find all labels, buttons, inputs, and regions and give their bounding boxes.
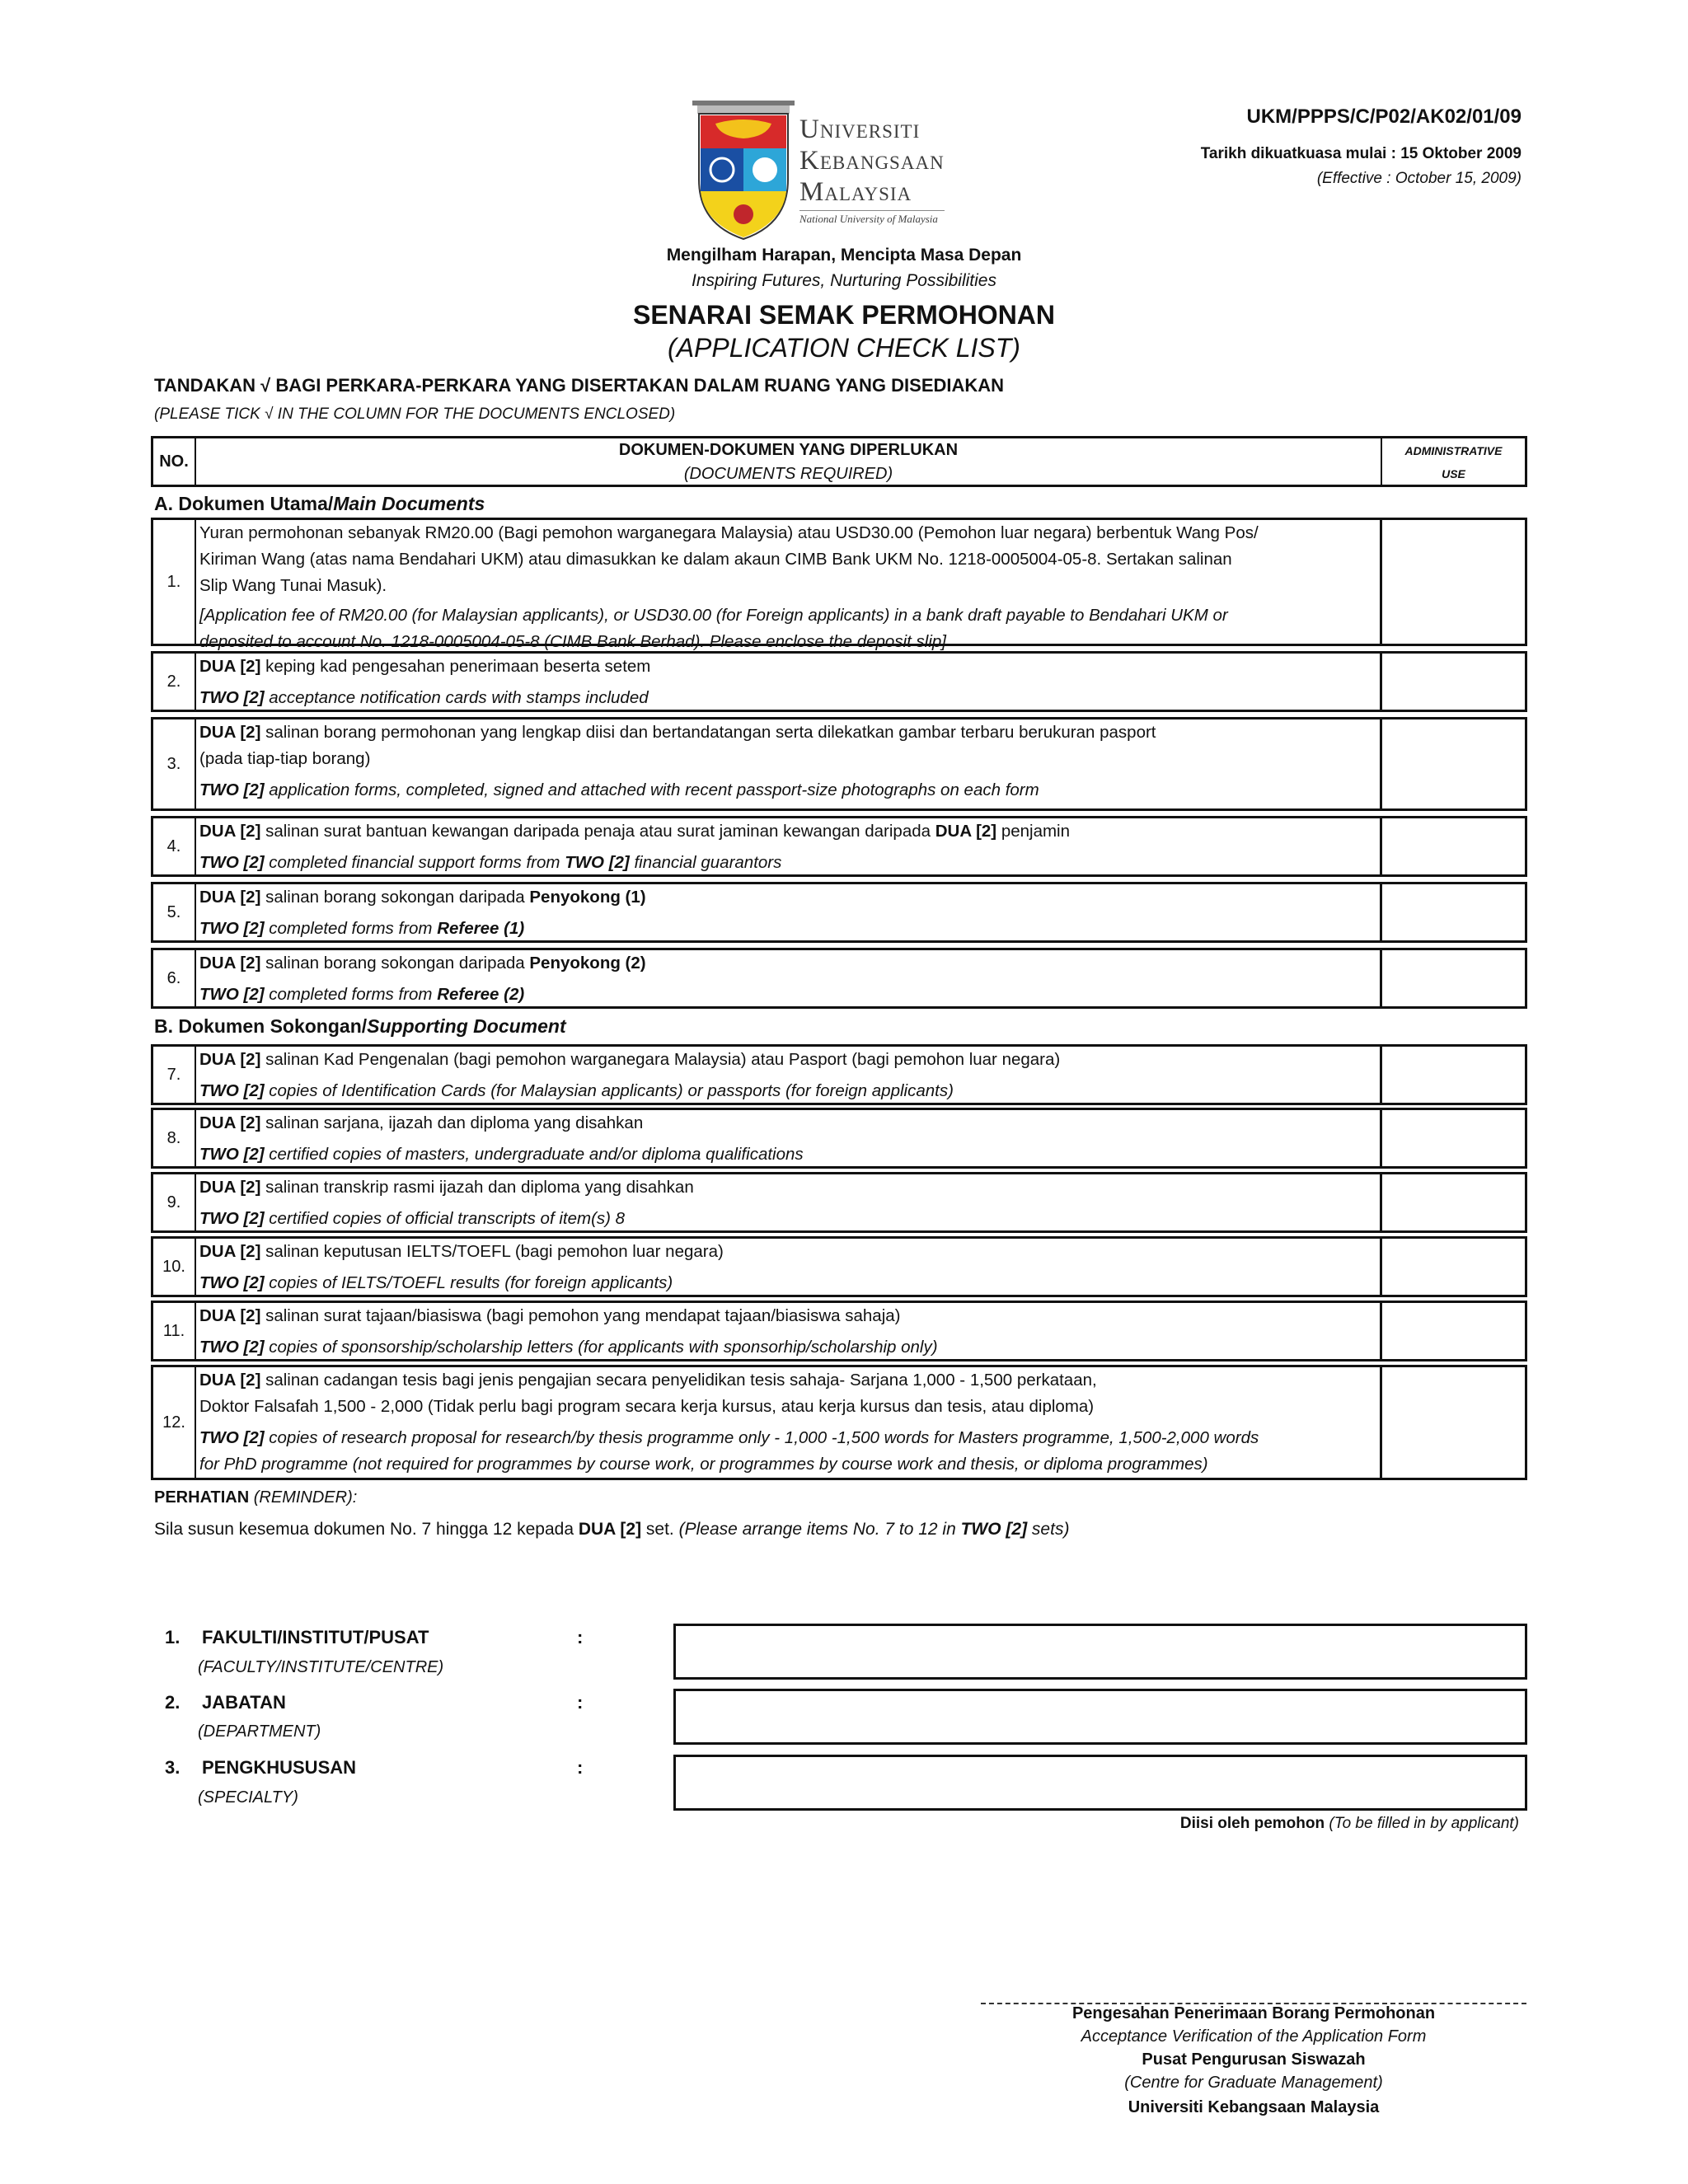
item-description <box>199 950 1376 1008</box>
checklist-item-5 <box>151 882 1527 943</box>
field-colon: : <box>577 1627 584 1647</box>
reminder-label <box>154 1488 357 1507</box>
item-number: 8. <box>153 1110 196 1166</box>
item-qty-ms: DUA [2] <box>199 1242 261 1261</box>
checklist-item-10 <box>151 1236 1527 1297</box>
header-documents <box>195 438 1382 485</box>
admin-tick-cell[interactable] <box>1380 1174 1525 1230</box>
admin-tick-cell[interactable] <box>1380 884 1525 940</box>
item-text-en: application forms, completed, signed and attached with recent passport-size photographs on each form <box>264 780 1039 799</box>
item-text-en: copies of research proposal for research/by thesis programme only - 1,000 -1,500 words for Masters programme, 1,500-2,000 words <box>264 1428 1259 1447</box>
item-number: 2. <box>153 654 196 710</box>
item-number: 5. <box>153 884 196 940</box>
effective-date-en: (Effective : October 15, 2009) <box>1316 170 1522 187</box>
item-qty-en: TWO [2] <box>199 1209 265 1228</box>
admin-tick-cell[interactable] <box>1380 1110 1525 1166</box>
item-text-en: copies of Identification Cards (for Malaysian applicants) or passports (for foreign applicants) <box>264 1081 954 1100</box>
admin-tick-cell[interactable] <box>1380 520 1525 644</box>
item-qty-ms: DUA [2] <box>199 1371 261 1390</box>
section-a-heading <box>154 493 485 515</box>
logo-line-3: Malaysia <box>799 177 912 207</box>
item-text-en-2: for PhD programme (not required for programmes by course work, or programmes by course work and thesis, or diploma programmes) <box>199 1455 1208 1474</box>
item-text-ms: salinan surat tajaan/biasiswa (bagi pemohon yang mendapat tajaan/biasiswa sahaja) <box>260 1306 901 1325</box>
item-qty-en-2: TWO [2] <box>565 853 630 872</box>
item-text-ms: salinan transkrip rasmi ijazah dan diploma yang disahkan <box>260 1178 694 1197</box>
verification-title-en: Acceptance Verification of the Application Form <box>1081 2027 1427 2046</box>
checklist-item-11 <box>151 1301 1527 1361</box>
section-b-heading <box>154 1015 566 1038</box>
logo-line-2: Kebangsaan <box>799 146 945 176</box>
item-text-ms: keping kad pengesahan penerimaan beserta setem <box>260 657 651 676</box>
motto-en: Inspiring Futures, Nurturing Possibilities <box>692 271 996 290</box>
item-description <box>199 1174 1376 1232</box>
department-input[interactable] <box>673 1689 1527 1745</box>
item-text-en: certified copies of official transcripts of item(s) 8 <box>264 1209 626 1228</box>
field-number: 2. <box>165 1692 181 1713</box>
checklist-item-12 <box>151 1365 1527 1480</box>
item-qty-ms-2: DUA [2] <box>935 822 997 841</box>
reminder-text-en-1: (Please arrange items No. 7 to 12 in <box>678 1520 961 1539</box>
item-text-en: completed forms from <box>264 919 438 938</box>
item-text-en: completed forms from <box>264 985 438 1004</box>
field-number: 3. <box>165 1757 181 1778</box>
reminder-label-ms: PERHATIAN <box>154 1488 250 1507</box>
item-qty-ms: DUA [2] <box>199 954 261 972</box>
checklist-item-1 <box>151 518 1527 651</box>
item-number: 7. <box>153 1047 196 1103</box>
item-description <box>199 884 1376 942</box>
reminder-qty-en: TWO [2] <box>960 1520 1028 1539</box>
specialty-input[interactable] <box>673 1755 1527 1811</box>
admin-tick-cell[interactable] <box>1380 654 1525 710</box>
reminder-text <box>154 1520 1069 1540</box>
admin-tick-cell[interactable] <box>1380 950 1525 1006</box>
item-text-ms-tail: penjamin <box>996 822 1071 841</box>
item-text-ms: salinan borang sokongan daripada <box>260 888 530 907</box>
checklist-item-4 <box>151 816 1527 877</box>
item-1-en-line-1: [Application fee of RM20.00 (for Malaysian applicants), or USD30.00 (for Foreign applicants) in a bank draft payable to Bendahari UKM or <box>199 606 1228 625</box>
item-referee-ms: Penyokong (2) <box>529 954 646 972</box>
item-description <box>199 1239 1376 1296</box>
item-text-en: copies of IELTS/TOEFL results (for foreign applicants) <box>264 1273 673 1292</box>
item-number: 10. <box>153 1239 196 1295</box>
item-description <box>199 654 1376 711</box>
reminder-qty: DUA [2] <box>578 1520 642 1539</box>
item-1-ms-line-1: Yuran permohonan sebanyak RM20.00 (Bagi pemohon warganegara Malaysia) atau USD30.00 (Pemohon luar negara) berbentuk Wang Pos/ <box>199 523 1259 542</box>
admin-tick-cell[interactable] <box>1380 1047 1525 1103</box>
item-qty-en: TWO [2] <box>199 1428 265 1447</box>
item-number: 4. <box>153 818 196 874</box>
page-subtitle: (APPLICATION CHECK LIST) <box>668 333 1020 363</box>
field-label: FAKULTI/INSTITUT/PUSAT <box>202 1627 429 1647</box>
item-referee-ms: Penyokong (1) <box>529 888 646 907</box>
item-number: 11. <box>153 1303 196 1359</box>
admin-tick-cell[interactable] <box>1380 719 1525 808</box>
field-colon: : <box>577 1757 584 1778</box>
item-description <box>199 719 1376 804</box>
checklist-table-header <box>151 436 1527 487</box>
item-text-ms: salinan borang permohonan yang lengkap diisi dan bertandatangan serta dilekatkan gambar terbaru berukuran pasport <box>260 723 1156 742</box>
department-sublabel: (DEPARTMENT) <box>198 1722 321 1741</box>
checklist-item-6 <box>151 948 1527 1009</box>
item-text-ms: salinan surat bantuan kewangan daripada penaja atau surat jaminan kewangan daripada <box>260 822 935 841</box>
filled-by-en: (To be filled in by applicant) <box>1325 1815 1519 1832</box>
header-admin-2: USE <box>1442 467 1465 480</box>
item-qty-en: TWO [2] <box>199 919 265 938</box>
section-a-ms: A. Dokumen Utama/ <box>154 493 334 514</box>
item-qty-en: TWO [2] <box>199 688 265 707</box>
reminder-text-1: Sila susun kesemua dokumen No. 7 hingga 12 kepada <box>154 1520 579 1539</box>
checklist-item-2 <box>151 651 1527 712</box>
item-qty-en: TWO [2] <box>199 1273 265 1292</box>
field-number: 1. <box>165 1627 181 1647</box>
faculty-sublabel: (FACULTY/INSTITUTE/CENTRE) <box>198 1658 444 1676</box>
header-admin <box>1381 438 1525 485</box>
item-number: 12. <box>153 1367 196 1478</box>
item-qty-ms: DUA [2] <box>199 1178 261 1197</box>
item-text-en-tail: financial guarantors <box>629 853 782 872</box>
item-qty-ms: DUA [2] <box>199 822 261 841</box>
section-b-en: Supporting Document <box>367 1015 566 1037</box>
header-docs-en: (DOCUMENTS REQUIRED) <box>683 465 893 483</box>
item-description <box>199 1110 1376 1168</box>
header-no: NO. <box>153 438 196 485</box>
item-text-en: certified copies of masters, undergraduate and/or diploma qualifications <box>264 1145 804 1164</box>
item-qty-ms: DUA [2] <box>199 723 261 742</box>
item-text-ms: salinan borang sokongan daripada <box>260 954 530 972</box>
specialty-label <box>165 1757 356 1779</box>
field-colon: : <box>577 1692 584 1713</box>
reminder-text-en-2: sets) <box>1027 1520 1070 1539</box>
item-text-ms: salinan sarjana, ijazah dan diploma yang disahkan <box>260 1113 644 1132</box>
item-number: 1. <box>153 520 196 644</box>
field-label: JABATAN <box>202 1692 286 1713</box>
item-1-en-line-2: deposited to account No. 1218-0005004-05-8 (CIMB Bank Berhad). Please enclose the deposit slip] <box>199 632 946 651</box>
item-text-ms: salinan Kad Pengenalan (bagi pemohon warganegara Malaysia) atau Pasport (bagi pemohon luar negara) <box>260 1050 1061 1069</box>
item-number: 3. <box>153 719 196 808</box>
item-qty-ms: DUA [2] <box>199 888 261 907</box>
verification-centre-en: (Centre for Graduate Management) <box>1124 2074 1383 2092</box>
reminder-text-2: set. <box>641 1520 679 1539</box>
item-referee-en: Referee (1) <box>437 919 525 938</box>
item-text-en: acceptance notification cards with stamps included <box>264 688 649 707</box>
item-qty-ms: DUA [2] <box>199 1113 261 1132</box>
item-description <box>199 1303 1376 1361</box>
item-number: 9. <box>153 1174 196 1230</box>
checklist-item-3 <box>151 717 1527 811</box>
item-description <box>199 818 1376 876</box>
section-a-en: Main Documents <box>333 493 485 514</box>
item-1-ms-line-3: Slip Wang Tunai Masuk). <box>199 576 387 595</box>
instruction-en: (PLEASE TICK √ IN THE COLUMN FOR THE DOCUMENTS ENCLOSED) <box>154 405 676 423</box>
admin-tick-cell[interactable] <box>1380 818 1525 874</box>
item-text-en: copies of sponsorship/scholarship letters (for applicants with sponsorhip/scholarship only) <box>264 1338 938 1357</box>
item-qty-en: TWO [2] <box>199 1081 265 1100</box>
item-text-ms: salinan cadangan tesis bagi jenis pengajian secara penyelidikan tesis sahaja- Sarjana 1,000 - 1,500 perkataan, <box>260 1371 1097 1390</box>
admin-tick-cell[interactable] <box>1380 1239 1525 1295</box>
item-qty-en: TWO [2] <box>199 780 265 799</box>
admin-tick-cell[interactable] <box>1380 1367 1525 1478</box>
item-1-ms-line-2: Kiriman Wang (atas nama Bendahari UKM) atau dimasukkan ke dalam akaun CIMB Bank UKM No. 1218-0005004-05-8. Sertakan salinan <box>199 550 1232 569</box>
item-description <box>199 1047 1376 1104</box>
department-label <box>165 1692 286 1713</box>
item-qty-ms: DUA [2] <box>199 657 261 676</box>
faculty-input[interactable] <box>673 1624 1527 1680</box>
verification-university: Universiti Kebangsaan Malaysia <box>1128 2098 1380 2116</box>
admin-tick-cell[interactable] <box>1380 1303 1525 1359</box>
section-b-ms: B. Dokumen Sokongan/ <box>154 1015 368 1037</box>
form-code: UKM/PPPS/C/P02/AK02/01/09 <box>1246 105 1522 128</box>
checklist-item-9 <box>151 1172 1527 1233</box>
header-admin-1: ADMINISTRATIVE <box>1404 444 1503 457</box>
item-text-ms-2: (pada tiap-tiap borang) <box>199 749 371 768</box>
filled-by-ms: Diisi oleh pemohon <box>1179 1815 1325 1832</box>
motto-ms: Mengilham Harapan, Mencipta Masa Depan <box>666 246 1022 265</box>
field-label: PENGKHUSUSAN <box>202 1757 357 1778</box>
item-text-en: completed financial support forms from <box>264 853 565 872</box>
filled-by-note <box>1180 1815 1519 1833</box>
item-number: 6. <box>153 950 196 1006</box>
university-logo-text <box>799 114 945 226</box>
item-referee-en: Referee (2) <box>437 985 525 1004</box>
checklist-item-7 <box>151 1044 1527 1105</box>
page-title: SENARAI SEMAK PERMOHONAN <box>632 300 1056 330</box>
instruction-ms: TANDAKAN √ BAGI PERKARA-PERKARA YANG DISERTAKAN DALAM RUANG YANG DISEDIAKAN <box>154 375 1005 396</box>
checklist-item-8 <box>151 1108 1527 1169</box>
header-docs-ms: DOKUMEN-DOKUMEN YANG DIPERLUKAN <box>618 441 959 459</box>
item-text-ms: salinan keputusan IELTS/TOEFL (bagi pemohon luar negara) <box>260 1242 724 1261</box>
verification-centre-ms: Pusat Pengurusan Siswazah <box>1142 2050 1366 2069</box>
logo-line-1: Universiti <box>799 115 921 144</box>
item-qty-en: TWO [2] <box>199 853 265 872</box>
item-description <box>199 520 1376 655</box>
verification-title-ms: Pengesahan Penerimaan Borang Permohonan <box>1071 2004 1436 2022</box>
item-text-ms-2: Doktor Falsafah 1,500 - 2,000 (Tidak perlu bagi program secara kerja kursus, atau kerja kursus dan tesis, atau diploma) <box>199 1397 1095 1416</box>
reminder-label-en: (REMINDER): <box>249 1488 358 1507</box>
faculty-label <box>165 1627 429 1648</box>
effective-date-ms: Tarikh dikuatkuasa mulai : 15 Oktober 2009 <box>1200 145 1522 162</box>
item-description <box>199 1367 1376 1478</box>
item-qty-en: TWO [2] <box>199 1145 265 1164</box>
item-qty-ms: DUA [2] <box>199 1050 261 1069</box>
item-qty-en: TWO [2] <box>199 985 265 1004</box>
specialty-sublabel: (SPECIALTY) <box>198 1788 298 1807</box>
logo-tagline: National University of Malaysia <box>799 210 945 226</box>
item-qty-en: TWO [2] <box>199 1338 265 1357</box>
item-qty-ms: DUA [2] <box>199 1306 261 1325</box>
